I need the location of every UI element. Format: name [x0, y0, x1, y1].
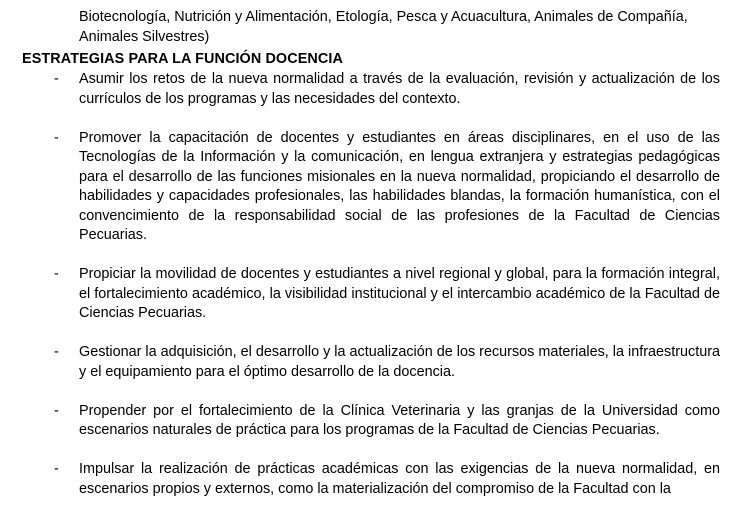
bullet-dash: -	[54, 71, 59, 87]
list-item	[0, 70, 741, 109]
list-item-text: Promover la capacitación de docentes y estudiantes en áreas disciplinares, en el uso de las Tecnologías de la Información y la comunicación, en lengua extranjera y estrategias pedagógicas para el desarrollo de las funciones misionales en la nueva normalidad, propiciando el desarrollo de habilidades y capacidades profesionales, las habilidades blandas, la formación humanística, con el convencimiento de la responsabilidad social de las profesiones de la Facultad de Ciencias Pecuarias.	[79, 129, 720, 243]
list-item	[0, 343, 741, 382]
bullet-dash: -	[54, 402, 59, 419]
list-item-text: Gestionar la adquisición, el desarrollo y la actualización de los recursos materiales, la infraestructura y el equipamiento para el óptimo desarrollo de la docencia.	[79, 344, 720, 380]
strategy-list	[0, 70, 741, 519]
list-item	[0, 129, 741, 246]
bullet-dash: -	[54, 129, 59, 146]
list-item	[0, 265, 741, 324]
bullet-dash: -	[54, 344, 59, 360]
list-item-text: Asumir los retos de la nueva normalidad a través de la evaluación, revisión y actualización de los currículos de los programas y las necesidades del contexto.	[79, 71, 720, 107]
bullet-dash: -	[54, 266, 59, 282]
list-item	[0, 402, 741, 441]
continuation-paragraph: Biotecnología, Nutrición y Alimentación, Etología, Pesca y Acuacultura, Animales de Compañía, Animales Silvestres)	[79, 9, 688, 45]
list-item-text: Propender por el fortalecimiento de la Clínica Veterinaria y las granjas de la Universidad como escenarios naturales de práctica para los programas de la Facultad de Ciencias Pecuarias.	[79, 402, 720, 438]
list-item	[0, 460, 741, 499]
bullet-dash: -	[54, 461, 59, 477]
list-item-text: Propiciar la movilidad de docentes y estudiantes a nivel regional y global, para la formación integral, el fortalecimiento académico, la visibilidad institucional y el intercambio académico de la Facultad de Ciencias Pecuarias.	[79, 266, 720, 321]
list-item-text: Impulsar la realización de prácticas académicas con las exigencias de la nueva normalidad, en escenarios propios y externos, como la materialización del compromiso de la Facultad con la	[79, 461, 720, 497]
section-heading: ESTRATEGIAS PARA LA FUNCIÓN DOCENCIA	[22, 51, 343, 67]
